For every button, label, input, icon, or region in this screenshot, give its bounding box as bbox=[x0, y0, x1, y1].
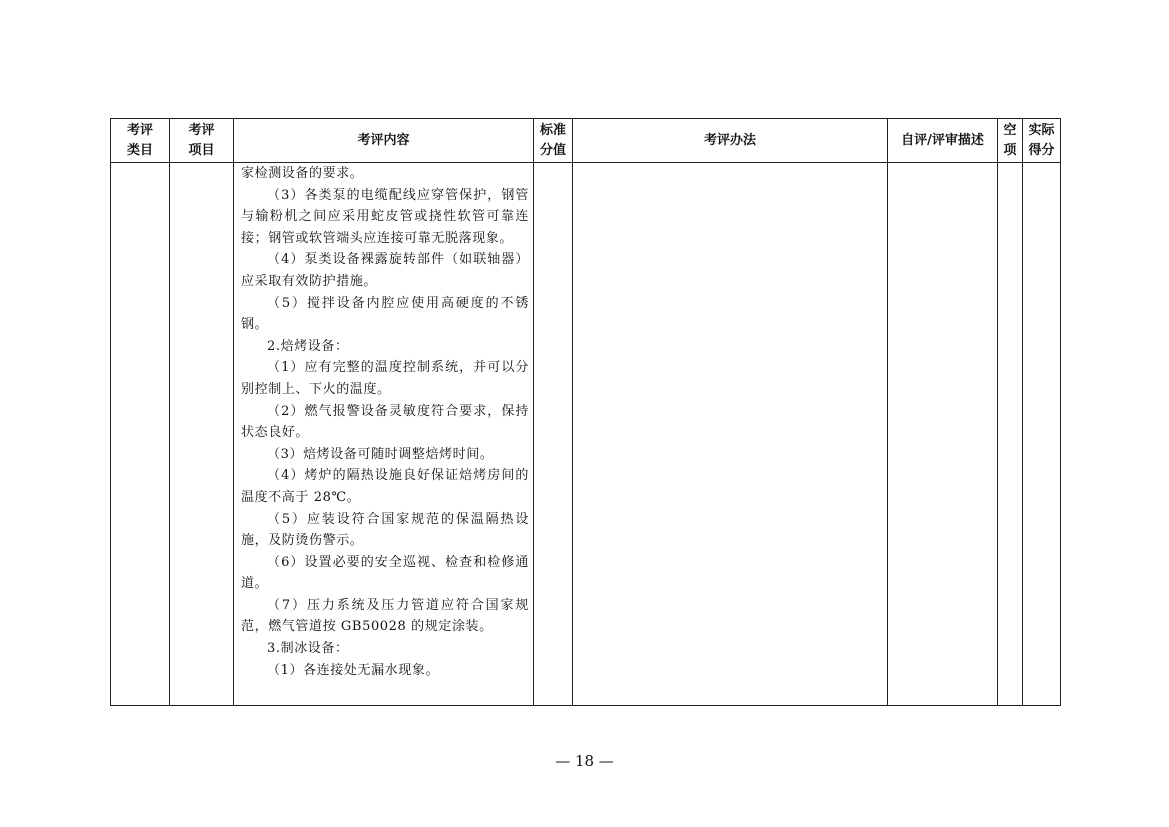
cell-content bbox=[234, 163, 534, 706]
header-standard-score-line2: 分值 bbox=[539, 142, 566, 158]
content-line: （3）焙烤设备可随时调整焙烤时间。 bbox=[267, 446, 494, 462]
content-line: （4）泵类设备裸露旋转部件（如联轴器）应采取有效防护措施。 bbox=[241, 252, 529, 289]
header-standard-score-line1: 标准 bbox=[539, 122, 566, 138]
header-item bbox=[170, 119, 234, 163]
content-line: （5）搅拌设备内腔应使用高硬度的不锈钢。 bbox=[241, 295, 529, 333]
content-line: （1）应有完整的温度控制系统，并可以分别控制上、下火的温度。 bbox=[241, 360, 529, 397]
content-line: （7）压力系统及压力管道应符合国家规范，燃气管道按 GB50028 的规定涂装。 bbox=[241, 597, 529, 635]
cell-empty-item bbox=[998, 163, 1023, 706]
page-number: — 18 — bbox=[555, 752, 614, 770]
header-item-line1: 考评 bbox=[188, 122, 215, 138]
header-standard-score bbox=[534, 119, 573, 163]
table-header-row bbox=[111, 119, 1061, 163]
header-actual-score-line1: 实际 bbox=[1028, 122, 1055, 138]
header-content: 考评内容 bbox=[234, 119, 534, 163]
content-line: 2.焙烤设备： bbox=[267, 338, 349, 354]
cell-category bbox=[111, 163, 170, 706]
content-line: （3）各类泵的电缆配线应穿管保护，钢管与输粉机之间应采用蛇皮管或挠性软管可靠连接；钢管或软管端头应连接可靠无脱落现象。 bbox=[241, 187, 529, 246]
content-line: 家检测设备的要求。 bbox=[241, 166, 364, 181]
table-row bbox=[111, 163, 1061, 706]
header-method: 考评办法 bbox=[573, 119, 888, 163]
cell-actual-score bbox=[1023, 163, 1061, 706]
header-item-line2: 项目 bbox=[188, 142, 215, 158]
content-line: （4）烤炉的隔热设施良好保证焙烤房间的温度不高于 28℃。 bbox=[241, 468, 529, 505]
header-empty-item-line2: 项 bbox=[1003, 142, 1017, 158]
content-line: （1）各连接处无漏水现象。 bbox=[267, 662, 440, 678]
content-line: （2）燃气报警设备灵敏度符合要求，保持状态良好。 bbox=[241, 403, 529, 441]
header-category-line1: 考评 bbox=[126, 122, 153, 138]
header-category bbox=[111, 119, 170, 163]
header-actual-score-line2: 得分 bbox=[1028, 142, 1055, 158]
header-self-review: 自评/评审描述 bbox=[888, 119, 998, 163]
content-line: 3.制冰设备： bbox=[267, 641, 349, 657]
cell-standard-score bbox=[534, 163, 573, 706]
cell-item bbox=[170, 163, 234, 706]
header-empty-item-line1: 空 bbox=[1003, 122, 1017, 138]
content-line: （5）应装设符合国家规范的保温隔热设施，及防烫伤警示。 bbox=[241, 511, 529, 549]
header-category-line2: 类目 bbox=[126, 142, 153, 158]
content-line: （6）设置必要的安全巡视、检查和检修通道。 bbox=[241, 554, 529, 592]
evaluation-table bbox=[110, 118, 1061, 706]
header-empty-item bbox=[998, 119, 1023, 163]
header-actual-score bbox=[1023, 119, 1061, 163]
cell-method bbox=[573, 163, 888, 706]
cell-self-review bbox=[888, 163, 998, 706]
